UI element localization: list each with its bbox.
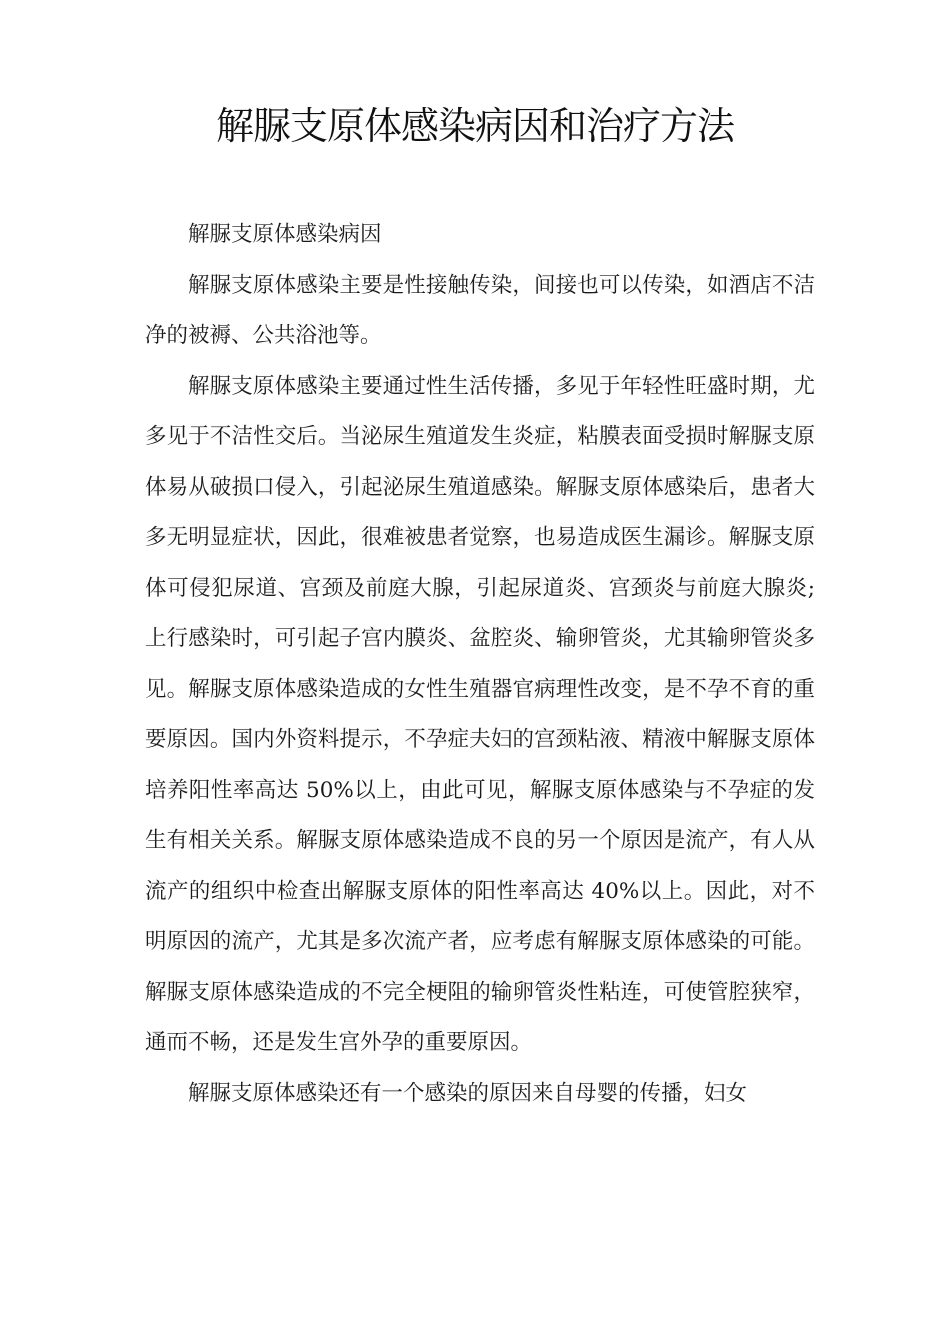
paragraph: 解脲支原体感染主要通过性生活传播，多见于年轻性旺盛时期，尤多见于不洁性交后。当泌尿生殖道发生炎症，粘膜表面受损时解脲支原体易从破损口侵入，引起泌尿生殖道感染。解脲支原体感染后，患者大多无明显症状，因此，很难被患者觉察，也易造成医生漏诊。解脲支原体可侵犯尿道、宫颈及前庭大腺，引起尿道炎、宫颈炎与前庭大腺炎;上行感染时，可引起子宫内膜炎、盆腔炎、输卵管炎，尤其输卵管炎多见。解脲支原体感染造成的女性生殖器官病理性改变，是不孕不育的重要原因。国内外资料提示，不孕症夫妇的宫颈粘液、精液中解脲支原体培养阳性率高达 50%以上，由此可见，解脲支原体感染与不孕症的发生有相关关系。解脲支原体感染造成不良的另一个原因是流产，有人从流产的组织中检查出解脲支原体的阳性率高达 40%以上。因此，对不明原因的流产，尤其是多次流产者，应考虑有解脲支原体感染的可能。解脲支原体感染造成的不完全梗阻的输卵管炎性粘连，可使管腔狭窄，通而不畅，还是发生宫外孕的重要原因。 — [145, 373, 815, 1055]
document-title: 解脲支原体感染病因和治疗方法 — [215, 104, 734, 148]
section-heading: 解脲支原体感染病因 — [188, 222, 382, 247]
paragraph: 解脲支原体感染主要是性接触传染，间接也可以传染，如酒店不洁净的被褥、公共浴池等。 — [145, 272, 815, 348]
document-body — [145, 210, 815, 1119]
paragraph: 解脲支原体感染还有一个感染的原因来自母婴的传播，妇女 — [188, 1080, 748, 1106]
